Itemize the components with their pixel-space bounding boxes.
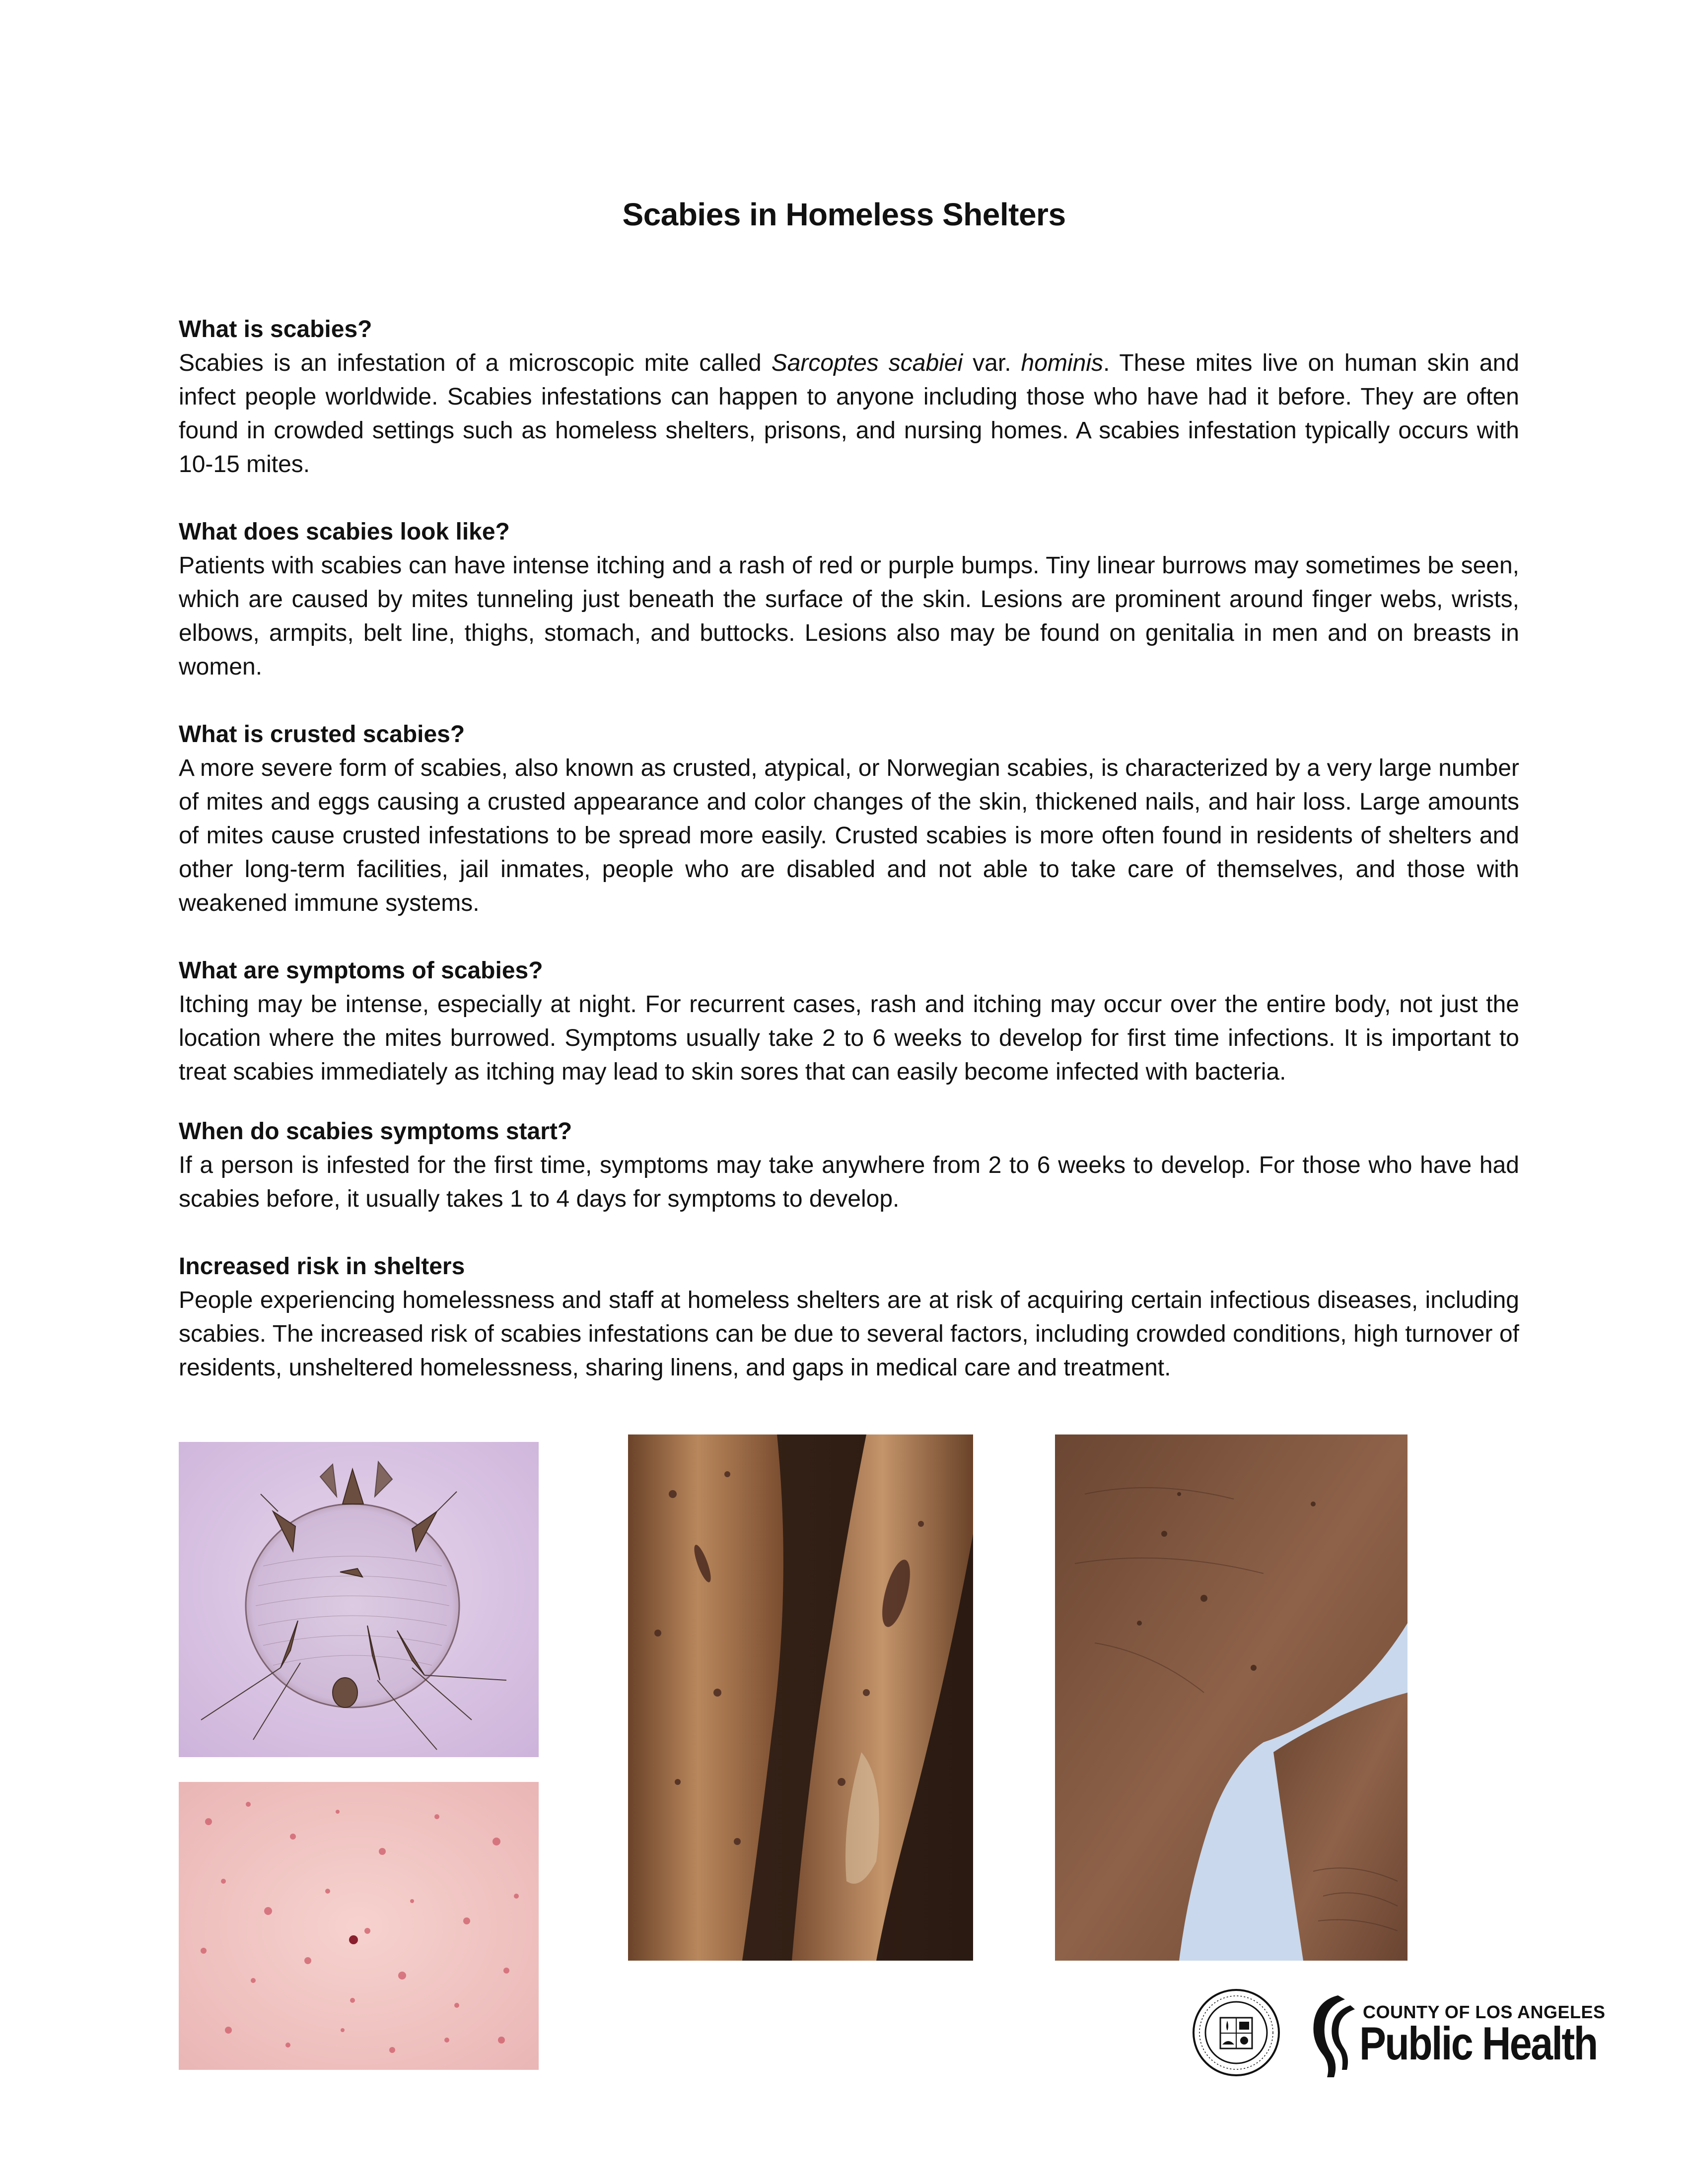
section-heading: When do scabies symptoms start?	[179, 1118, 572, 1145]
section-heading: What does scabies look like?	[179, 519, 510, 545]
section-heading: What is scabies?	[179, 316, 372, 342]
finger-web-lesions-image	[1055, 1434, 1407, 1961]
section-shelter-risk	[179, 1250, 1519, 1385]
section-heading: Increased risk in shelters	[179, 1253, 465, 1280]
section-body: Patients with scabies can have intense itching and a rash of red or purple bumps. Tiny linear burrows may sometimes be seen, which are caused by mites tunneling just beneath the surface of the skin. Lesions are prominent around finger webs, wrists, elbows, armpits, belt line, thighs, stomach, and buttocks. Lesions also may be found on genitalia in men and on breasts in women.	[179, 552, 1519, 680]
section-body: People experiencing homelessness and staff at homeless shelters are at risk of acquiring certain infectious diseases, including scabies. The increased risk of scabies infestations can be due to several factors, including crowded conditions, high turnover of residents, unsheltered homelessness, sharing linens, and gaps in medical care and treatment.	[179, 1287, 1519, 1381]
article-body	[179, 313, 1519, 1419]
section-heading: What are symptoms of scabies?	[179, 957, 543, 984]
section-crusted-scabies	[179, 718, 1519, 920]
section-body: A more severe form of scabies, also known as crusted, atypical, or Norwegian scabies, is characterized by a very large number of mites and eggs causing a crusted appearance and color changes of the skin, thickened nails, and hair loss. Large amounts of mites cause crusted infestations to be spread more easily. Crusted scabies is more often found in residents of shelters and other long-term facilities, jail inmates, people who are disabled and not able to take care of themselves, and those with weakened immune systems.	[179, 755, 1519, 916]
arm-lesions-image	[628, 1434, 973, 1961]
section-heading: What is crusted scabies?	[179, 721, 465, 748]
section-body: Scabies is an infestation of a microscopic mite called Sarcoptes scabiei var. hominis. These mites live on human skin and infect people worldwide. Scabies infestations can happen to anyone including those who have had it before. They are often found in crowded settings such as homeless shelters, prisons, and nursing homes. A scabies infestation typically occurs with 10-15 mites.	[179, 350, 1520, 478]
mite-micrograph-image	[179, 1442, 539, 1757]
lacph-logo	[1192, 1983, 1606, 2087]
page-title: Scabies in Homeless Shelters	[622, 197, 1066, 232]
section-body: If a person is infested for the first time, symptoms may take anywhere from 2 to 6 weeks to develop. For those who have had scabies before, it usually takes 1 to 4 days for symptoms to develop.	[179, 1152, 1519, 1212]
section-appearance	[179, 515, 1519, 684]
section-what-is-scabies	[179, 313, 1519, 481]
section-body: Itching may be intense, especially at night. For recurrent cases, rash and itching may occur over the entire body, not just the location where the mites burrowed. Symptoms usually take 2 to 6 weeks to develop for first time infections. It is important to treat scabies immediately as itching may lead to skin sores that can easily become infected with bacteria.	[179, 991, 1519, 1085]
section-symptom-onset	[179, 1115, 1519, 1216]
public-health-emblem-icon	[1303, 1990, 1358, 2080]
agency-name: Public Health	[1359, 2017, 1597, 2069]
section-symptoms	[179, 954, 1519, 1089]
scabies-rash-image	[179, 1782, 539, 2070]
county-seal-icon	[1192, 1988, 1281, 2077]
county-name: COUNTY OF LOS ANGELES	[1363, 2002, 1606, 2022]
